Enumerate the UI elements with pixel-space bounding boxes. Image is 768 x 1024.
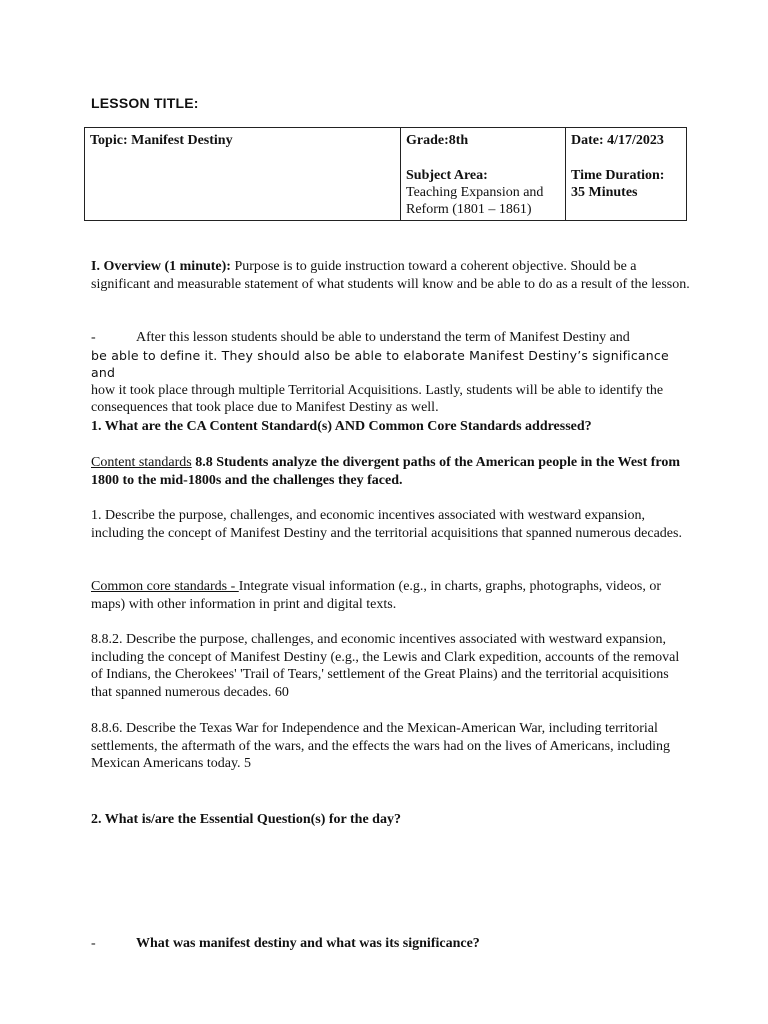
- topic-cell: [85, 128, 401, 221]
- content-standards-label: Content standards: [91, 455, 192, 470]
- time-duration-value: 35 Minutes: [571, 185, 638, 200]
- date: Date: 4/17/2023: [571, 133, 664, 148]
- subject-area-line1: Teaching Expansion and: [406, 185, 544, 200]
- overview-bullet: [91, 329, 691, 417]
- time-duration-label: Time Duration:: [571, 168, 665, 183]
- grade: Grade:8th: [406, 133, 469, 148]
- overview-bullet-line1: After this lesson students should be able to understand the term of Manifest Destiny and: [136, 330, 630, 345]
- common-core-standards: [91, 578, 691, 613]
- content-standards: [91, 454, 691, 489]
- question-2-heading: 2. What is/are the Essential Question(s) for the day?: [91, 812, 401, 827]
- common-core-label: Common core standards -: [91, 579, 239, 594]
- bullet-dash: -: [91, 330, 96, 345]
- grade-subject-cell: [401, 128, 566, 221]
- content-standards-text: 8.8 Students analyze the divergent paths of the American people in the West from 1800 to the mid-1800s and the challenges they faced.: [91, 455, 681, 488]
- question-dash: -: [91, 935, 96, 951]
- overview-bullet-line2: be able to define it. They should also be able to elaborate Manifest Destiny’s significance and: [91, 347, 669, 380]
- subject-area-label: Subject Area:: [406, 168, 488, 183]
- essential-question-text: What was manifest destiny and what was its significance?: [136, 935, 480, 951]
- date-duration-cell: [566, 128, 687, 221]
- overview-heading: I. Overview (1 minute):: [91, 259, 235, 274]
- lesson-title: LESSON TITLE:: [91, 95, 199, 111]
- overview-paragraph: [91, 258, 691, 293]
- topic: Topic: Manifest Destiny: [90, 133, 233, 148]
- standard-8-8-6: 8.8.6. Describe the Texas War for Independence and the Mexican-American War, including territorial settlements, the aftermath of the wars, and the effects the wars had on the lives of Americans, including Mexican Americans today. 5: [91, 721, 671, 771]
- subject-area-line2: Reform (1801 – 1861): [406, 202, 532, 217]
- standard-item-1: 1. Describe the purpose, challenges, and economic incentives associated with westward expansion, including the concept of Manifest Destiny and the territorial acquisitions that spanned numerous decades.: [91, 508, 682, 541]
- overview-text: Purpose is to guide instruction toward a coherent objective. Should be a significant and measurable statement of what students will know and be able to do as a result of the lesson.: [91, 259, 690, 292]
- essential-question: [91, 935, 691, 953]
- question-1-heading: 1. What are the CA Content Standard(s) AND Common Core Standards addressed?: [91, 419, 592, 434]
- lesson-info-table: [84, 127, 687, 221]
- standard-8-8-2: 8.8.2. Describe the purpose, challenges, and economic incentives associated with westward expansion, including the concept of Manifest Destiny (e.g., the Lewis and Clark expedition, accounts of the removal of Indians, the Cherokees' 'Trail of Tears,' settlement of the Great Plains) and the territorial acquisitions that spanned numerous decades. 60: [91, 632, 680, 700]
- overview-bullet-line3: how it took place through multiple Territorial Acquisitions. Lastly, students will be able to identify the consequences that took place due to Manifest Destiny as well.: [91, 382, 664, 415]
- common-core-text: Integrate visual information (e.g., in charts, graphs, photographs, videos, or maps) with other information in print and digital texts.: [91, 579, 661, 612]
